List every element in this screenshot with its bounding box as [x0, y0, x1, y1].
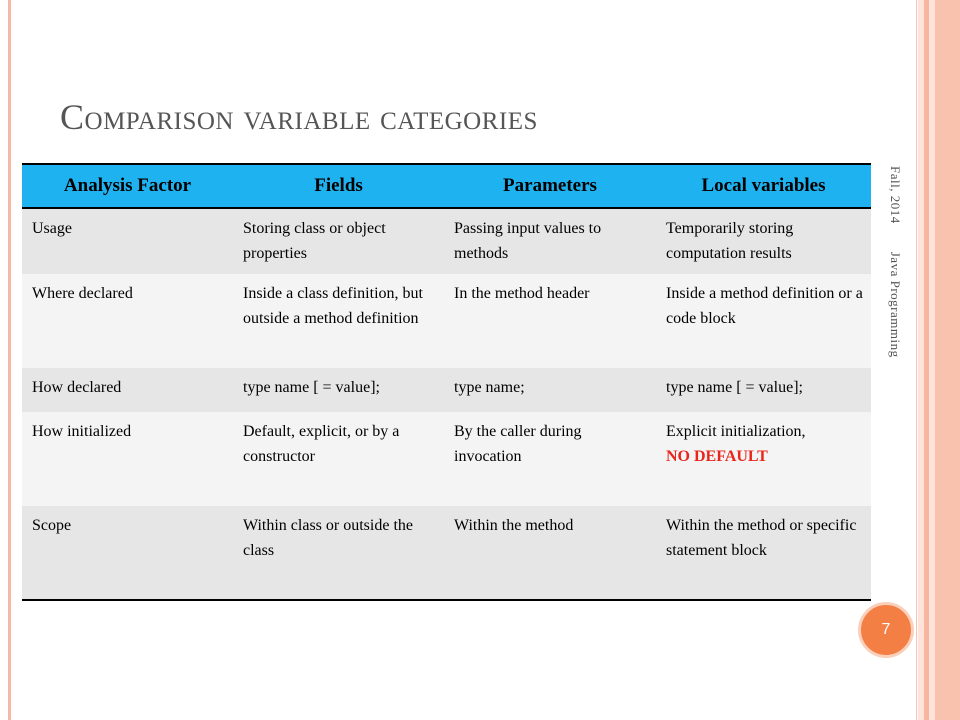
cell-local [656, 506, 871, 600]
cell-local [656, 412, 871, 506]
table-row [22, 506, 871, 600]
cell-fields: Storing class or object properties [233, 208, 444, 274]
header-local-variables: Local variables [656, 164, 871, 208]
cell-factor: How initialized [22, 412, 233, 506]
cell-factor: Usage [22, 208, 233, 274]
cell-local-text: type name [ = value]; [666, 379, 803, 396]
table-row [22, 208, 871, 274]
cell-parameters: In the method header [444, 274, 656, 368]
header-analysis-factor: Analysis Factor [22, 164, 233, 208]
table-row [22, 274, 871, 368]
cell-fields: Inside a class definition, but outside a method definition [233, 274, 444, 368]
cell-factor: Where declared [22, 274, 233, 368]
cell-parameters: type name; [444, 368, 656, 412]
cell-fields: Within class or outside the class [233, 506, 444, 600]
cell-local [656, 208, 871, 274]
page-number-badge [858, 602, 914, 658]
comparison-table [22, 163, 871, 601]
cell-local-text: Within the method or specific statement block [666, 517, 857, 559]
table-row [22, 368, 871, 412]
left-border-line [8, 0, 11, 720]
cell-fields: type name [ = value]; [233, 368, 444, 412]
slide-title: Comparison variable categories [60, 97, 538, 137]
cell-local-text: Inside a method definition or a code block [666, 285, 863, 327]
table-row [22, 412, 871, 506]
side-footer-text [887, 166, 903, 358]
page-number: 7 [881, 621, 891, 638]
cell-fields: Default, explicit, or by a constructor [233, 412, 444, 506]
side-course: Java Programming [888, 251, 903, 358]
cell-factor: How declared [22, 368, 233, 412]
cell-local [656, 368, 871, 412]
cell-factor: Scope [22, 506, 233, 600]
cell-parameters: Within the method [444, 506, 656, 600]
cell-parameters: Passing input values to methods [444, 208, 656, 274]
cell-local-text: Explicit initialization, [666, 423, 806, 440]
right-decorative-stripes [918, 0, 960, 720]
header-fields: Fields [233, 164, 444, 208]
right-thin-line [916, 0, 917, 720]
side-date: Fall, 2014 [888, 166, 903, 224]
cell-local [656, 274, 871, 368]
cell-parameters: By the caller during invocation [444, 412, 656, 506]
header-parameters: Parameters [444, 164, 656, 208]
cell-local-text: Temporarily storing computation results [666, 220, 794, 262]
no-default-highlight: NO DEFAULT [666, 448, 768, 465]
table-header-row [22, 164, 871, 208]
